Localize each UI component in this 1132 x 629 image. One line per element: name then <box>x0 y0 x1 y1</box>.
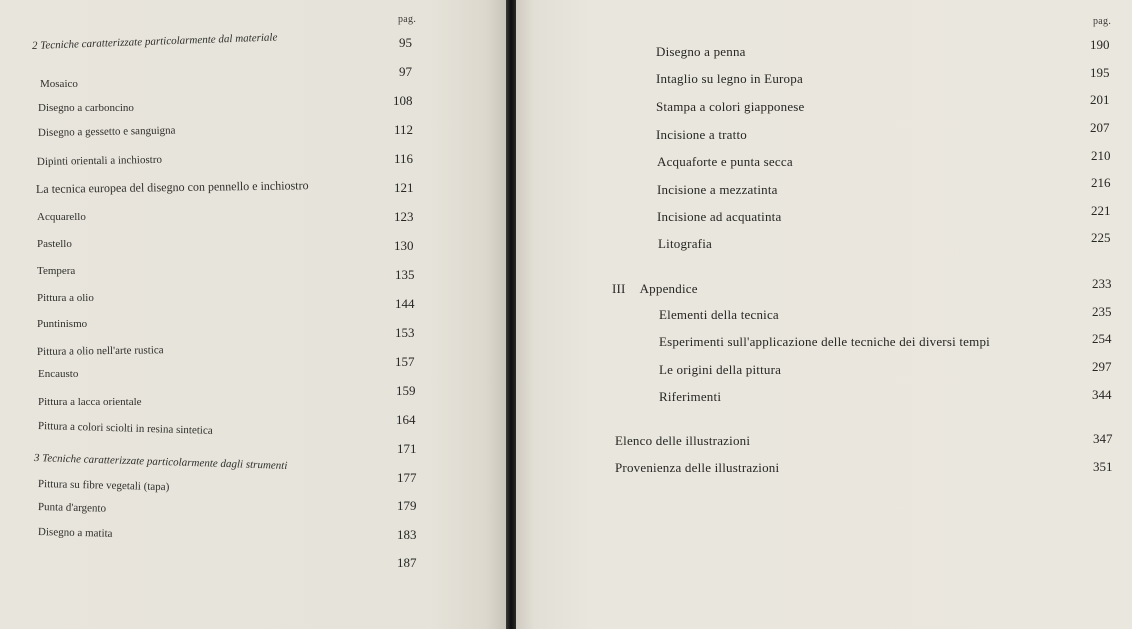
roman-numeral: III <box>612 281 626 296</box>
toc-page-number: 171 <box>397 441 417 456</box>
toc-page-number: 221 <box>1091 203 1111 218</box>
toc-page-number: 123 <box>394 209 414 224</box>
toc-entry-title: Pittura a lacca orientale <box>38 396 142 408</box>
toc-entry-title: Pittura a olio nell'arte rustica <box>36 344 164 358</box>
toc-entry-title: Mosaico <box>40 78 78 90</box>
toc-page-number: 95 <box>399 35 412 50</box>
toc-entry-title: Acquaforte e punta secca <box>657 154 793 169</box>
toc-page-number: 225 <box>1091 230 1111 245</box>
toc-page-number: 157 <box>395 354 415 369</box>
toc-entry-title: La tecnica europea del disegno con pennello e inchiostro <box>35 178 309 196</box>
book-gutter <box>506 0 516 629</box>
toc-page-number: 159 <box>396 383 416 398</box>
toc-entry-title: Tempera <box>37 265 76 277</box>
toc-entry-title: Puntinismo <box>37 318 88 330</box>
toc-page-number: 254 <box>1092 331 1112 346</box>
toc-section-title: 3 Tecniche caratterizzate particolarmente dagli strumenti <box>33 452 288 472</box>
toc-page-number: 164 <box>396 412 416 427</box>
toc-entry-title: Stampa a colori giapponese <box>656 99 805 114</box>
toc-page-number: 207 <box>1090 120 1110 135</box>
toc-entry-title: Intaglio su legno in Europa <box>656 71 803 86</box>
toc-page-number: 135 <box>395 267 415 282</box>
toc-page-number: 347 <box>1093 431 1113 446</box>
toc-page-number: 344 <box>1092 387 1112 402</box>
toc-page-number: 195 <box>1090 65 1110 80</box>
toc-entry-title: Pittura a colori sciolti in resina sintetica <box>37 420 213 437</box>
toc-page-number: 210 <box>1091 148 1111 163</box>
toc-entry-title: Pastello <box>37 238 72 250</box>
toc-page-number: 190 <box>1090 37 1110 52</box>
toc-page-number: 351 <box>1093 459 1113 474</box>
toc-entry-title: Provenienza delle illustrazioni <box>615 460 780 475</box>
toc-entry-title: Disegno a carboncino <box>38 102 134 114</box>
toc-entry-title: Riferimenti <box>659 389 722 404</box>
toc-entry-title: Elementi della tecnica <box>659 307 779 322</box>
toc-entry-title: Incisione ad acquatinta <box>657 209 782 224</box>
toc-page-number: 108 <box>393 93 413 108</box>
appendix-title: Appendice <box>639 281 698 296</box>
toc-page-number: 177 <box>397 470 417 485</box>
toc-page-number: 130 <box>394 238 414 253</box>
toc-page-number: 153 <box>395 325 415 340</box>
toc-entry-title: Punta d'argento <box>37 501 107 515</box>
toc-page-number: 116 <box>394 151 414 166</box>
toc-page-number: 121 <box>394 180 414 195</box>
toc-page-number: 144 <box>395 296 415 311</box>
toc-entry-title: Disegno a gessetto e sanguigna <box>37 124 176 139</box>
toc-entry-title: Pittura a olio <box>37 292 94 304</box>
toc-entry-title: Incisione a mezzatinta <box>657 182 778 197</box>
toc-entry-title: Incisione a tratto <box>656 127 747 142</box>
toc-page-number: 183 <box>397 527 417 542</box>
pag-column-header: pag. <box>398 14 417 25</box>
toc-entry-title: Le origini della pittura <box>659 362 782 377</box>
left-book-page <box>0 0 506 629</box>
toc-entry-title: Elenco delle illustrazioni <box>615 433 751 448</box>
right-book-page <box>516 0 1132 629</box>
toc-page-number: 187 <box>397 555 417 570</box>
toc-entry-title: Disegno a matita <box>37 526 113 540</box>
toc-page-number: 216 <box>1091 175 1111 190</box>
toc-page-number: 179 <box>397 498 417 513</box>
pag-column-header: pag. <box>1093 16 1112 27</box>
toc-entry-title: Disegno a penna <box>656 44 746 59</box>
toc-entry-title: Litografia <box>658 236 712 251</box>
toc-entry-title: Acquarello <box>37 211 86 223</box>
toc-page-number: 112 <box>394 122 414 137</box>
toc-entry-title: Dipinti orientali a inchiostro <box>36 153 163 168</box>
toc-page-number: 235 <box>1092 304 1112 319</box>
toc-entry-title: Encausto <box>38 368 79 380</box>
toc-page-number: 233 <box>1092 276 1112 291</box>
toc-entry-title: Pittura su fibre vegetali (tapa) <box>37 478 170 494</box>
toc-section-title: 2 Tecniche caratterizzate particolarmente dal materiale <box>31 31 278 52</box>
toc-page-number: 97 <box>399 64 412 79</box>
toc-appendix-heading <box>612 281 698 297</box>
toc-page-number: 201 <box>1090 92 1110 107</box>
toc-entry-title: Esperimenti sull'applicazione delle tecniche dei diversi tempi <box>659 334 990 349</box>
toc-page-number: 297 <box>1092 359 1112 374</box>
